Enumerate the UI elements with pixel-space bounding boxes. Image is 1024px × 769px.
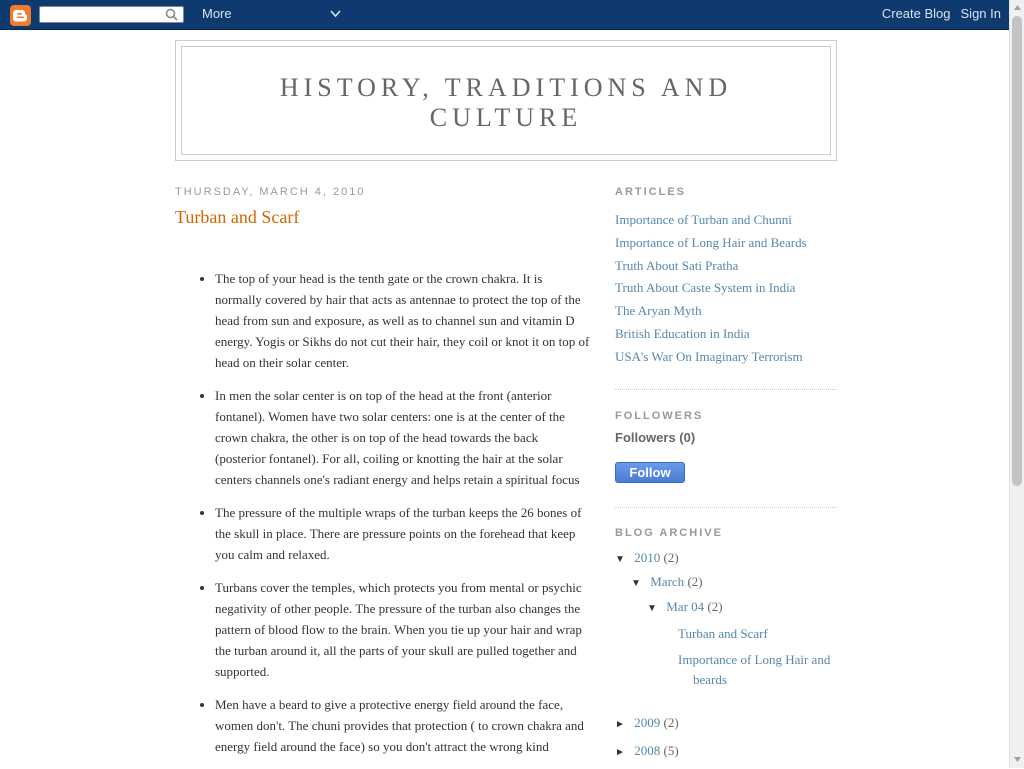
archive-post-link[interactable]: Turban and Scarf	[678, 625, 768, 641]
search-icon[interactable]	[165, 8, 178, 21]
sidebar-divider	[615, 507, 837, 508]
sign-in-link[interactable]: Sign In	[960, 6, 1001, 21]
chevron-down-icon[interactable]	[330, 9, 341, 18]
scroll-down-arrow-icon[interactable]	[1013, 755, 1022, 764]
blogger-navbar	[0, 0, 1009, 30]
archive-count: (2)	[663, 549, 679, 565]
article-link[interactable]: Importance of Long Hair and Beards	[615, 234, 807, 250]
search-input[interactable]	[39, 6, 184, 23]
scroll-up-arrow-icon[interactable]	[1013, 3, 1022, 12]
navbar-actions	[882, 6, 1001, 21]
collapse-toggle-icon[interactable]: ▼	[647, 603, 657, 615]
archive-month-link[interactable]: March	[650, 574, 685, 590]
article-link[interactable]: British Education in India	[615, 325, 750, 341]
create-blog-link[interactable]: Create Blog	[881, 6, 951, 21]
articles-list	[615, 209, 837, 369]
blog-header-inner	[181, 46, 831, 155]
archive-month-march	[615, 571, 837, 596]
follow-button[interactable]: Follow	[615, 462, 685, 483]
post-body	[175, 268, 590, 769]
blog-archive-tree	[615, 547, 837, 765]
sidebar-divider	[615, 389, 837, 390]
archive-year-link[interactable]: 2009	[634, 714, 661, 730]
scrollbar-thumb[interactable]	[1012, 16, 1022, 486]
archive-count: (2)	[707, 599, 723, 615]
blog-archive-heading: BLOG ARCHIVE	[615, 526, 723, 539]
archive-year-2009	[615, 712, 837, 737]
article-link[interactable]: The Aryan Myth	[615, 303, 702, 319]
post-bullet-list	[175, 268, 590, 757]
post-bullet: • The pressure of the multiple wraps of the turban keeps the 26 bones of the skull in place. There are pressure points on the forehead that keep you calm and relaxed.	[215, 502, 590, 565]
archive-post-list	[615, 650, 837, 690]
expand-toggle-icon[interactable]: ►	[615, 718, 625, 730]
followers-heading: FOLLOWERS	[615, 409, 704, 422]
article-link[interactable]: Truth About Caste System in India	[615, 280, 796, 296]
article-link[interactable]: Truth About Sati Pratha	[615, 257, 739, 273]
blog-header	[175, 40, 837, 161]
collapse-toggle-icon[interactable]: ▼	[615, 553, 625, 565]
archive-count: (5)	[663, 742, 679, 758]
sidebar	[615, 186, 837, 765]
archive-count: (2)	[687, 574, 703, 590]
archive-count: (2)	[663, 714, 679, 730]
archive-year-link[interactable]: 2010	[634, 549, 661, 565]
archive-year-2008	[615, 740, 837, 765]
post-date: THURSDAY, MARCH 4, 2010	[175, 186, 366, 198]
archive-year-link[interactable]: 2008	[634, 742, 661, 758]
archive-post-list	[615, 624, 837, 644]
blog-title[interactable]: HISTORY, TRADITIONS AND CULTURE	[279, 73, 733, 132]
collapse-toggle-icon[interactable]: ▼	[631, 578, 641, 590]
blogger-logo-icon[interactable]	[10, 5, 31, 26]
articles-heading: ARTICLES	[615, 186, 686, 198]
article-link[interactable]: USA's War On Imaginary Terrorism	[615, 348, 803, 364]
archive-year-2010	[615, 547, 837, 572]
archive-day-mar04	[615, 596, 837, 621]
archive-day-link[interactable]: Mar 04	[666, 599, 705, 615]
more-menu[interactable]: More	[202, 6, 232, 21]
post-bullet: • Men have a beard to give a protective energy field around the face, women don't. The chuni provides that protection ( to crown chakra and energy field around the face) so you don't attract the wrong kind	[215, 694, 590, 757]
post-bullet: • Turbans cover the temples, which protects you from mental or psychic negativity of other people. The pressure of the turban also changes the pattern of blood flow to the brain. When you tie up your hair and wrap the turban around it, all the parts of your skull are pulled together and supported.	[215, 577, 590, 682]
article-link[interactable]: Importance of Turban and Chunni	[615, 212, 792, 227]
post-title[interactable]: Turban and Scarf	[175, 207, 300, 227]
post-bullet: • The top of your head is the tenth gate or the crown chakra. It is normally covered by hair that acts as antennae to protect the top of the head from sun and exposure, as well as to channel sun and vitamin D energy. Yogis or Sikhs do not cut their hair, they coil or knot it on top of head on their solar center.	[215, 268, 590, 373]
scrollbar[interactable]	[1009, 0, 1024, 768]
archive-post-link[interactable]: Importance of Long Hair and beards	[678, 651, 831, 687]
expand-toggle-icon[interactable]: ►	[615, 746, 625, 758]
followers-count: Followers (0)	[615, 429, 696, 445]
post-bullet: • In men the solar center is on top of the head at the front (anterior fontanel). Women have two solar centers: one is at the center of the crown chakra, the other is on top of the head towards the back (posterior fontanel). For all, coiling or knotting the hair at the solar centers channels one's radiant energy and helps retain a spiritual focus	[215, 385, 590, 490]
